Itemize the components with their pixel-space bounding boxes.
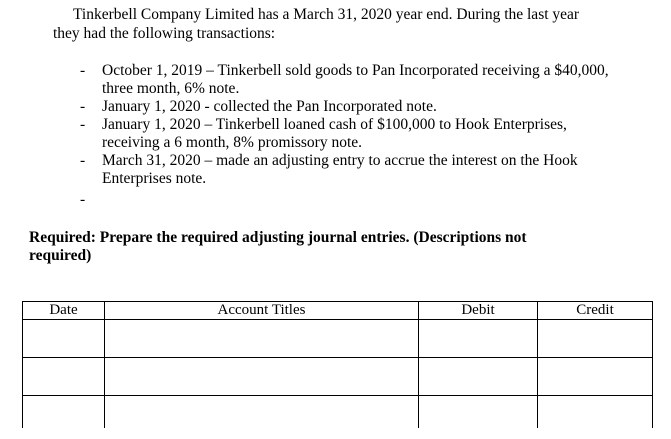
intro-line-2: they had the following transactions: (53, 25, 276, 42)
transaction-item (0, 116, 671, 152)
bullet-dash: - (80, 116, 86, 133)
table-row (23, 396, 653, 429)
date-cell[interactable] (23, 320, 105, 358)
problem-intro (53, 5, 653, 43)
transaction-item (0, 98, 671, 116)
debit-cell[interactable] (419, 396, 538, 429)
header-date: Date (23, 302, 105, 320)
account-title-cell[interactable] (105, 358, 419, 396)
table-row (23, 358, 653, 396)
account-title-cell[interactable] (105, 320, 419, 358)
bullet-dash: - (80, 152, 86, 169)
credit-cell[interactable] (538, 358, 653, 396)
trailing-bullet-dash: - (80, 191, 86, 208)
bullet-dash: - (80, 98, 86, 115)
date-cell[interactable] (23, 358, 105, 396)
journal-entry-table (22, 301, 653, 428)
table-header-row (23, 302, 653, 320)
transaction-item (0, 152, 671, 188)
transaction-list (0, 62, 671, 188)
debit-cell[interactable] (419, 358, 538, 396)
header-credit: Credit (538, 302, 653, 320)
credit-cell[interactable] (538, 320, 653, 358)
intro-line-1: Tinkerbell Company Limited has a March 31, 2020 year end. During the last year (73, 6, 580, 23)
account-title-cell[interactable] (105, 396, 419, 429)
transaction-text: March 31, 2020 – made an adjusting entry to accrue the interest on the Hook Enterprises note. (102, 152, 578, 187)
debit-cell[interactable] (419, 320, 538, 358)
date-cell[interactable] (23, 396, 105, 429)
credit-cell[interactable] (538, 396, 653, 429)
transaction-item (0, 62, 671, 98)
header-debit: Debit (419, 302, 538, 320)
transaction-text: January 1, 2020 - collected the Pan Incorporated note. (102, 98, 437, 115)
header-account-titles: Account Titles (105, 302, 419, 320)
bullet-dash: - (80, 62, 86, 79)
transaction-text: October 1, 2019 – Tinkerbell sold goods to Pan Incorporated receiving a $40,000, three month, 6% note. (102, 62, 609, 97)
transaction-text: January 1, 2020 – Tinkerbell loaned cash of $100,000 to Hook Enterprises, receiving a 6 month, 8% promissory note. (102, 116, 567, 151)
required-instruction: Required: Prepare the required adjusting journal entries. (Descriptions not required) (29, 229, 527, 264)
table-row (23, 320, 653, 358)
